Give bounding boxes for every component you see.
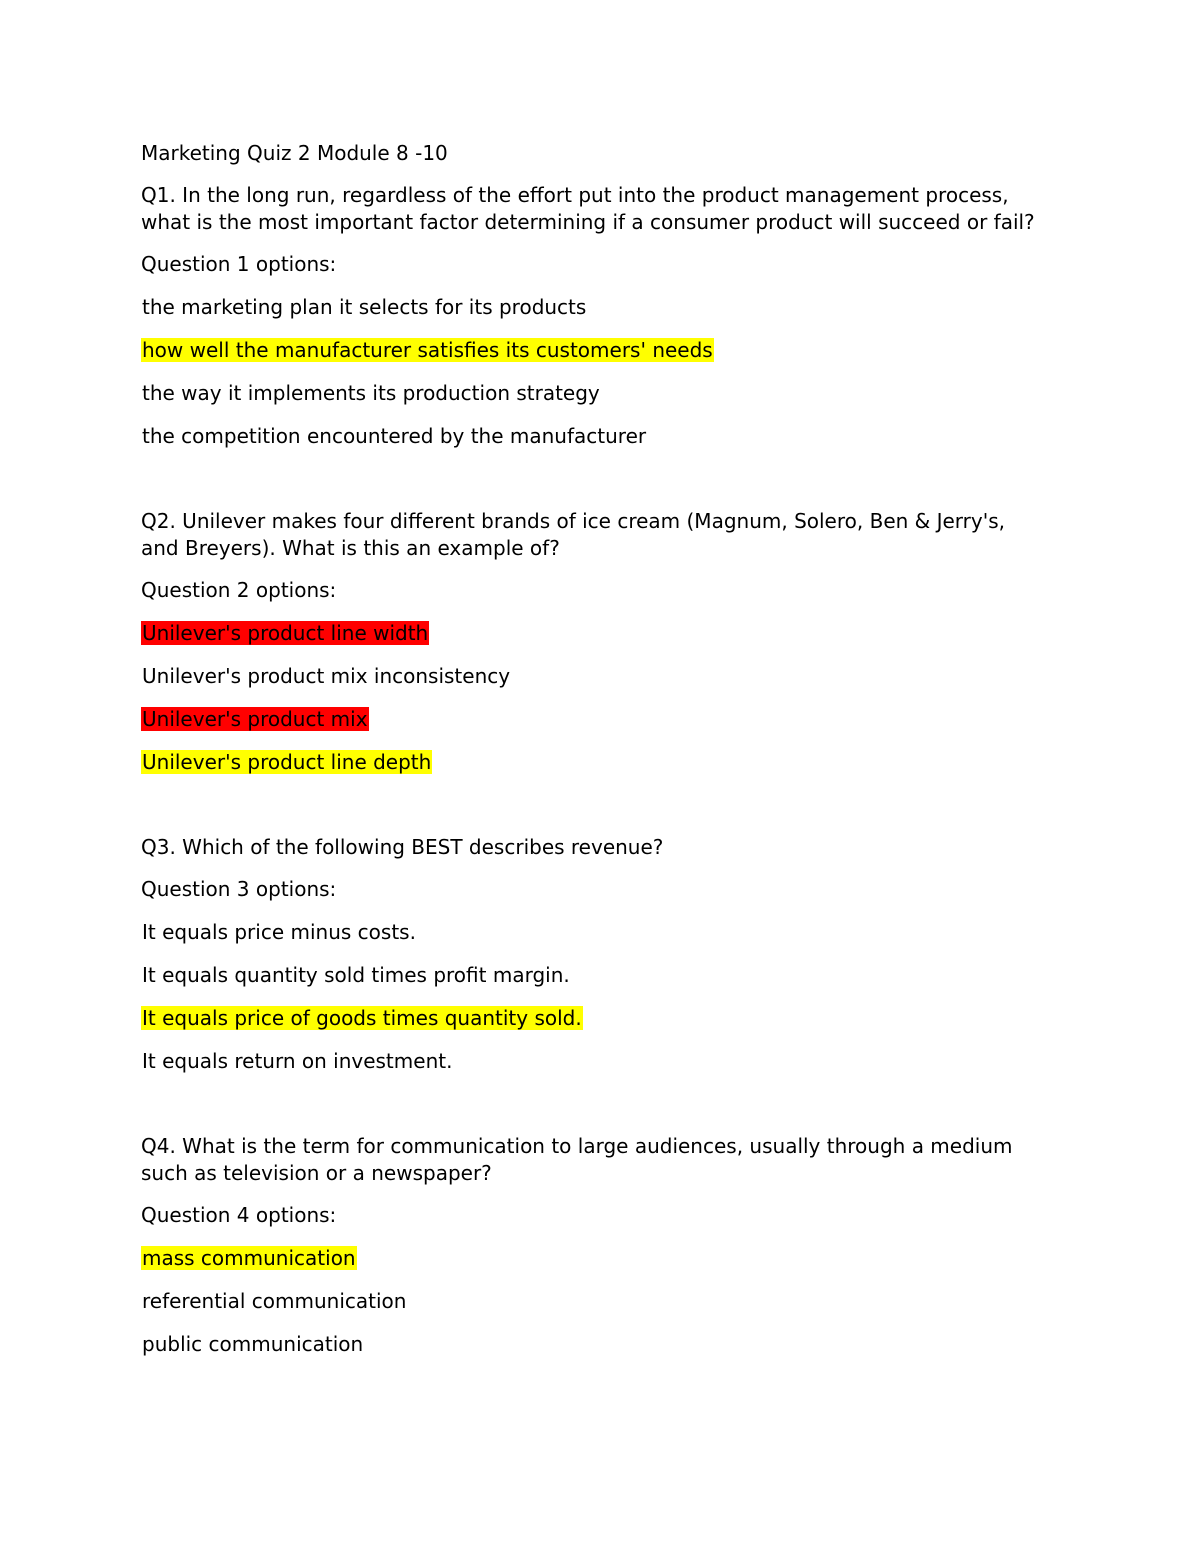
option-text: the competition encountered by the manufacturer <box>142 424 647 448</box>
option-item <box>141 423 1041 450</box>
option-text: Unilever's product line width <box>142 621 429 645</box>
options-label: Question 1 options: <box>141 252 337 276</box>
option-text: how well the manufacturer satisfies its customers' needs <box>142 338 713 362</box>
option-item <box>141 919 1041 946</box>
option-item <box>141 1005 1041 1032</box>
option-text: It equals quantity sold times profit margin. <box>142 963 570 987</box>
option-item <box>141 1288 1041 1315</box>
option-text: Unilever's product mix inconsistency <box>142 664 511 688</box>
option-item <box>141 663 1041 690</box>
question-text: Q4. What is the term for communication to large audiences, usually through a medium such as television or a newspaper? <box>141 1134 1013 1185</box>
option-text: referential communication <box>142 1289 407 1313</box>
question-text: Q3. Which of the following BEST describes revenue? <box>141 835 664 859</box>
option-text: Unilever's product mix <box>142 707 368 731</box>
option-text: the way it implements its production strategy <box>142 381 600 405</box>
question-block <box>141 1133 1041 1358</box>
option-item <box>141 620 1041 647</box>
question-text: Q2. Unilever makes four different brands of ice cream (Magnum, Solero, Ben & Jerry's, and Breyers). What is this an example of? <box>141 509 1006 560</box>
option-text: It equals price minus costs. <box>142 920 416 944</box>
question-block <box>141 182 1041 450</box>
option-text: the marketing plan it selects for its products <box>142 295 587 319</box>
option-item <box>141 1048 1041 1075</box>
option-item <box>141 706 1041 733</box>
option-item <box>141 337 1041 364</box>
question-block <box>141 508 1041 776</box>
option-item <box>141 962 1041 989</box>
document-page <box>141 140 1041 1416</box>
option-text: Unilever's product line depth <box>142 750 432 774</box>
option-text: It equals return on investment. <box>142 1049 453 1073</box>
options-label: Question 3 options: <box>141 877 337 901</box>
question-text: Q1. In the long run, regardless of the effort put into the product management process, what is the most important factor determining if a consumer product will succeed or fail? <box>141 183 1035 234</box>
options-label: Question 2 options: <box>141 578 337 602</box>
option-item <box>141 749 1041 776</box>
options-label: Question 4 options: <box>141 1203 337 1227</box>
document-title: Marketing Quiz 2 Module 8 -10 <box>141 141 448 165</box>
option-item <box>141 1245 1041 1272</box>
option-text: mass communication <box>142 1246 356 1270</box>
option-item <box>141 1331 1041 1358</box>
option-item <box>141 294 1041 321</box>
option-text: public communication <box>142 1332 364 1356</box>
question-block <box>141 834 1041 1075</box>
option-item <box>141 380 1041 407</box>
option-text: It equals price of goods times quantity sold. <box>142 1006 582 1030</box>
